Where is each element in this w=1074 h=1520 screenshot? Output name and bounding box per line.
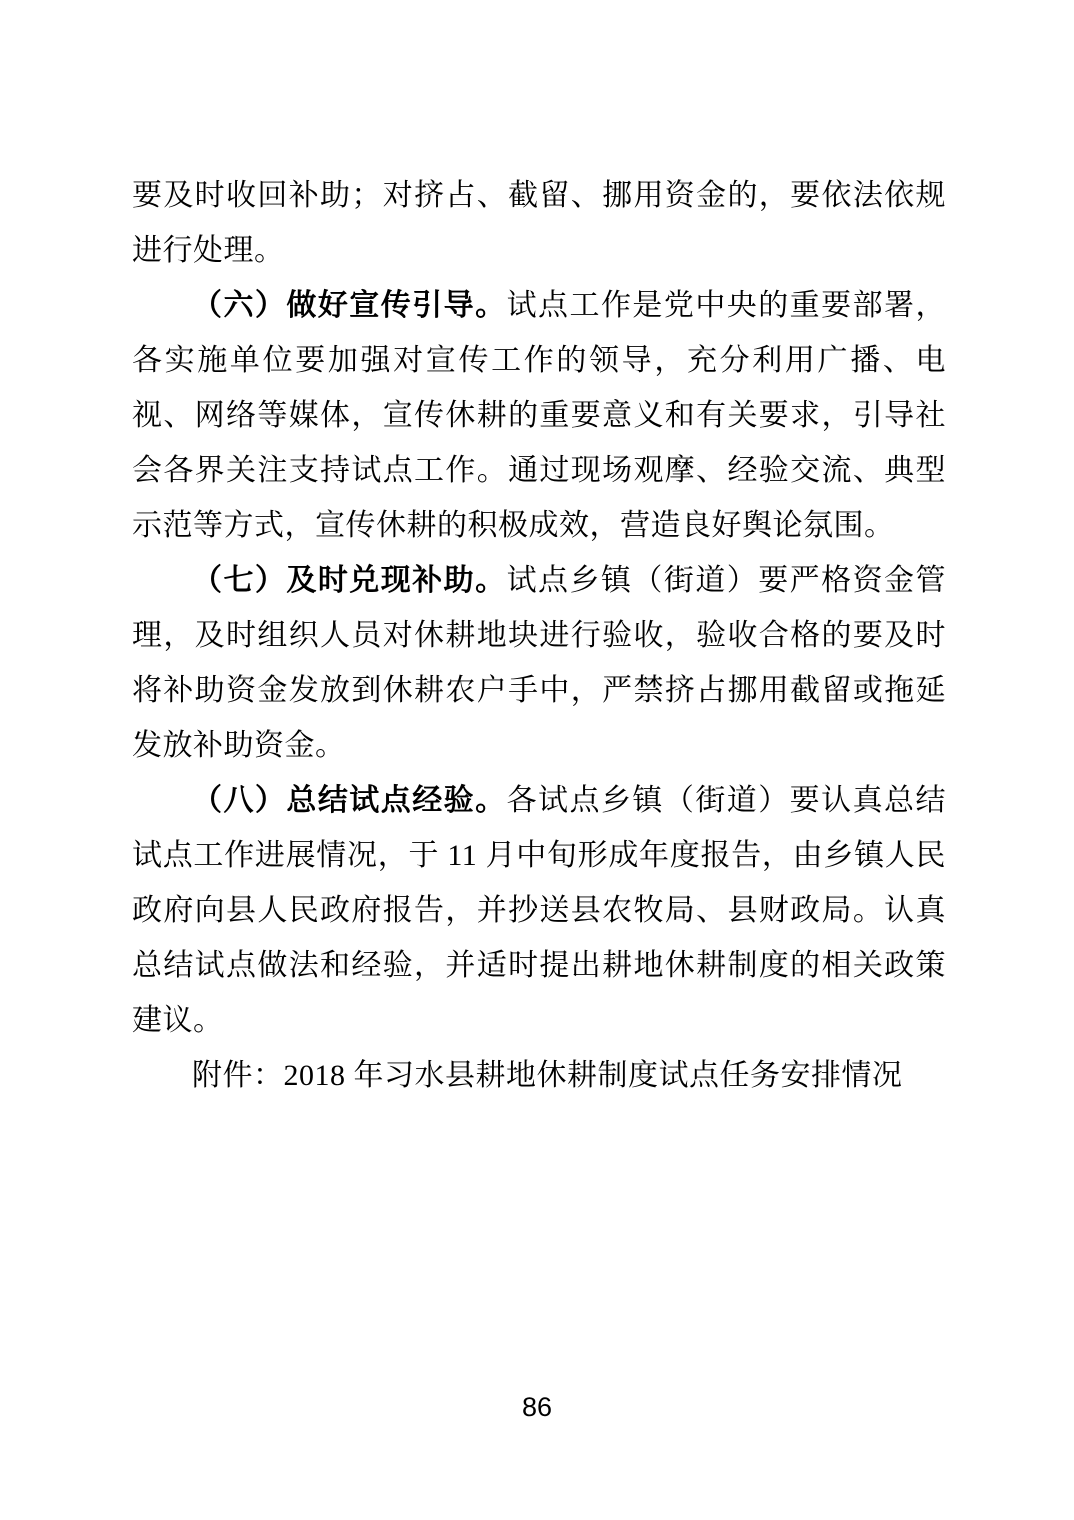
- paragraph-text: 试点乡镇（街道）要严格资金管理，及时组织人员对休耕地块进行验收，验收合格的要及时将补助资金发放到休耕农户手中，严禁挤占挪用截留或拖延发放补助资金。: [132, 564, 947, 762]
- paragraph-section-7: [132, 553, 946, 773]
- page-number: 86: [521, 1392, 553, 1422]
- paragraph-text: 要及时收回补助；对挤占、截留、挪用资金的，要依法依规进行处理。: [132, 179, 946, 267]
- paragraph-text: 试点工作是党中央的重要部署，各实施单位要加强对宣传工作的领导，充分利用广播、电视、网络等媒体，宣传休耕的重要意义和有关要求，引导社会各界关注支持试点工作。通过现场观摩、经验交流、典型示范等方式，宣传休耕的积极成效，营造良好舆论氛围。: [132, 289, 947, 542]
- paragraph-text: 各试点乡镇（街道）要认真总结试点工作进展情况，于 11 月中旬形成年度报告，由乡镇人民政府向县人民政府报告，并抄送县农牧局、县财政局。认真总结试点做法和经验，并适时提出耕地休耕制度的相关政策建议。: [132, 784, 947, 1037]
- paragraph-section-8: [132, 773, 946, 1048]
- paragraph-lead: （八）总结试点经验。: [192, 784, 507, 817]
- paragraph-lead: （七）及时兑现补助。: [192, 564, 507, 597]
- document-body: [132, 168, 946, 1103]
- paragraph-text: 附件：2018 年习水县耕地休耕制度试点任务安排情况: [192, 1059, 903, 1092]
- paragraph-lead: （六）做好宣传引导。: [192, 289, 507, 322]
- paragraph-section-6: [132, 278, 946, 553]
- paragraph-attachment: [132, 1048, 946, 1103]
- paragraph-continuation: [132, 168, 946, 278]
